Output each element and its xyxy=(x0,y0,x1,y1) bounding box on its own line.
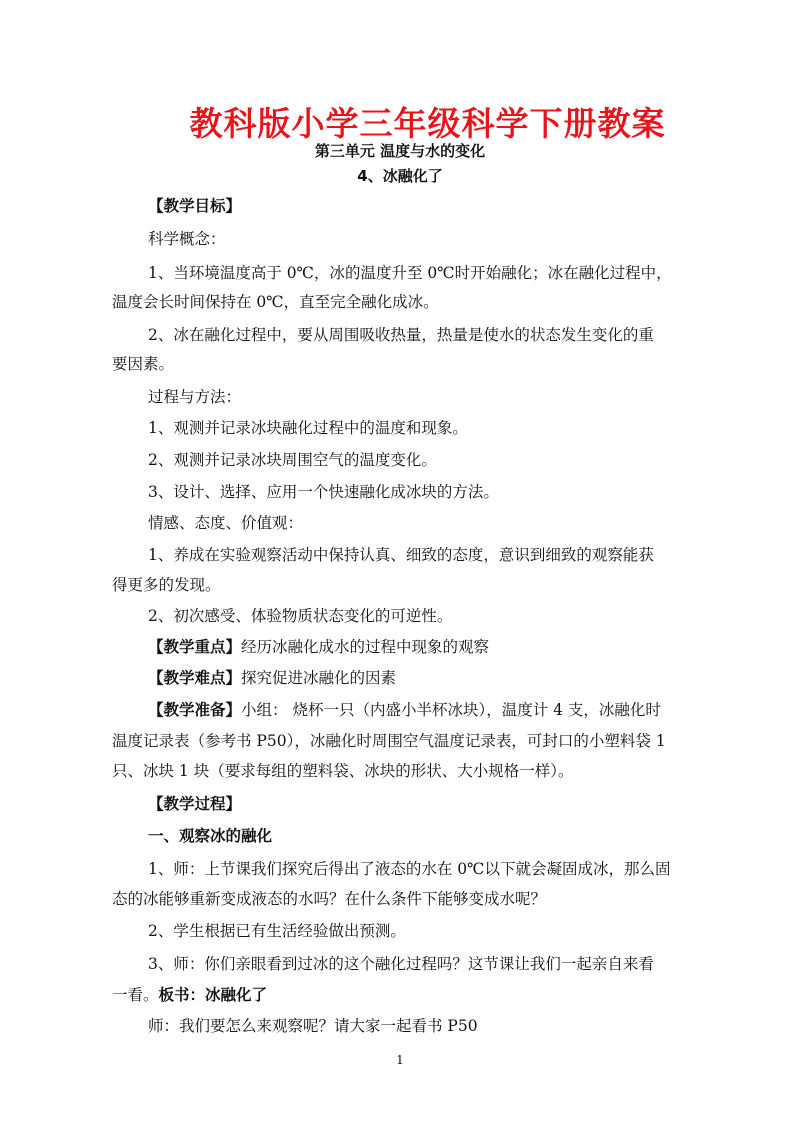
unit-title: 第三单元 温度与水的变化 xyxy=(314,142,486,160)
process-heading: 【教学过程】 xyxy=(148,795,242,813)
attitude-1-line-1: 1、养成在实验观察活动中保持认真、细致的态度，意识到细致的观察能获 xyxy=(148,546,654,564)
prep-line-3: 只、冰块 1 块（要求每组的塑料袋、冰块的形状、大小规格一样）。 xyxy=(112,762,574,780)
process-1: 1、观测并记录冰块融化过程中的温度和现象。 xyxy=(148,419,468,437)
concept-1-line-1: 1、当环境温度高于 0℃，冰的温度升至 0℃时开始融化；冰在融化过程中， xyxy=(148,264,672,282)
prep-text-a: 小组： 烧杯一只（内盛小半杯冰块），温度计 4 支，冰融化时 xyxy=(241,701,661,719)
difficulty-text: 探究促进冰融化的因素 xyxy=(241,669,397,687)
item-1-line-2: 态的冰能够重新变成液态的水吗？在什么条件下能够变成水呢？ xyxy=(112,890,547,908)
process-3: 3、设计、选择、应用一个快速融化成冰块的方法。 xyxy=(148,483,499,501)
attitude-1-line-2: 得更多的发现。 xyxy=(112,576,221,594)
concept-label: 科学概念： xyxy=(148,230,226,248)
page-number: 1 xyxy=(396,1053,404,1067)
attitude-label: 情感、态度、价值观： xyxy=(148,514,304,532)
concept-1-line-2: 温度会长时间保持在 0℃，直至完全融化成冰。 xyxy=(112,293,439,311)
item-3-plain: 一看。 xyxy=(112,986,159,1004)
item-2: 2、学生根据已有生活经验做出预测。 xyxy=(148,922,406,940)
section-1-heading: 一、观察冰的融化 xyxy=(148,827,273,845)
key-point-label: 【教学重点】 xyxy=(148,638,242,656)
item-3-line-2 xyxy=(112,985,267,1005)
item-3-line-1: 3、师：你们亲眼看到过冰的这个融化过程吗？这节课让我们一起亲自来看 xyxy=(148,955,654,973)
item-1-line-1: 1、师：上节课我们探究后得出了液态的水在 0℃以下就会凝固成冰，那么固 xyxy=(148,860,671,878)
main-title: 教科版小学三年级科学下册教案 xyxy=(189,104,666,143)
item-4: 师：我们要怎么来观察呢？请大家一起看书 P50 xyxy=(148,1017,478,1035)
difficulty-line xyxy=(148,668,396,688)
difficulty-label: 【教学难点】 xyxy=(148,669,242,687)
prep-label: 【教学准备】 xyxy=(148,701,242,719)
key-point-line xyxy=(148,637,489,657)
prep-line-2: 温度记录表（参考书 P50），冰融化时周围空气温度记录表，可封口的小塑料袋 1 xyxy=(112,732,666,750)
attitude-2: 2、初次感受、体验物质状态变化的可逆性。 xyxy=(148,607,453,625)
concept-2-line-2: 要因素。 xyxy=(112,355,175,373)
blackboard-note: 板书：冰融化了 xyxy=(158,986,268,1004)
prep-line-1 xyxy=(148,700,661,720)
process-2: 2、观测并记录冰块周围空气的温度变化。 xyxy=(148,451,437,469)
key-point-text: 经历冰融化成水的过程中现象的观察 xyxy=(241,638,490,656)
process-method-label: 过程与方法： xyxy=(148,388,242,406)
concept-2-line-1: 2、冰在融化过程中，要从周围吸收热量，热量是使水的状态发生变化的重 xyxy=(148,326,654,344)
lesson-title: 4、冰融化了 xyxy=(357,167,443,185)
goals-heading: 【教学目标】 xyxy=(148,197,242,215)
